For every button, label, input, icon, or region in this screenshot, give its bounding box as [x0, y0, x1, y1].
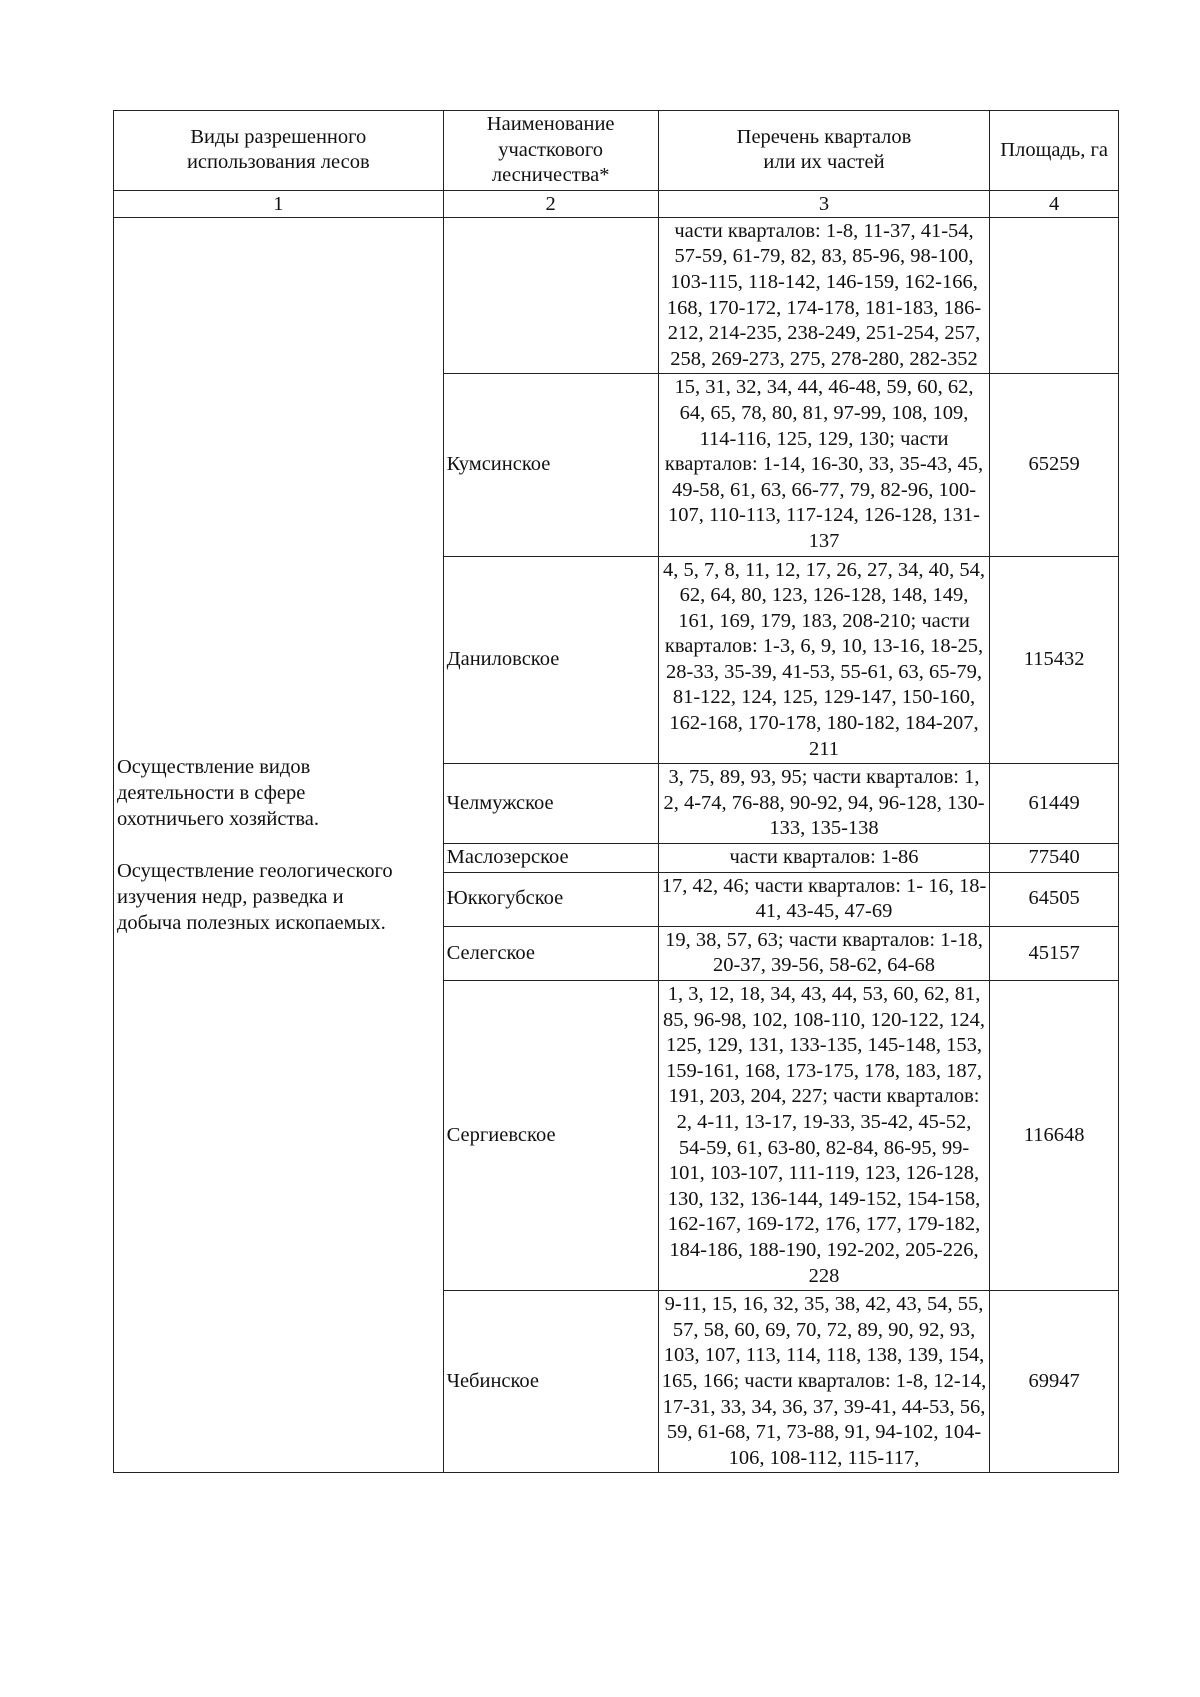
column-number: 3 — [658, 190, 990, 217]
quarters-cell: 4, 5, 7, 8, 11, 12, 17, 26, 27, 34, 40, 54, 62, 64, 80, 123, 126-128, 148, 149, 161, 169, 179, 183, 208-210; части кварталов: 1-3, 6, 9, 10, 13-16, 18-25, 28-33, 35-39, 41-53, 55-61, 63, 65-79, 81-122, 124, 125, 129-147, 150-160, 162-168, 170-178, 180-182, 184-207, 211 — [658, 556, 990, 764]
header-usage-type: Виды разрешенного использования лесов — [114, 111, 444, 191]
area-cell: 115432 — [990, 556, 1119, 764]
quarters-cell: 15, 31, 32, 34, 44, 46-48, 59, 60, 62, 64, 65, 78, 80, 81, 97-99, 108, 109, 114-116, 125, 129, 130; части кварталов: 1-14, 16-30, 33, 35-43, 45, 49-58, 61, 63, 66-77, 79, 82-96, 100-107, 110-113, 117-124, 126-128, 131-137 — [658, 374, 990, 556]
quarters-cell: 1, 3, 12, 18, 34, 43, 44, 53, 60, 62, 81, 85, 96-98, 102, 108-110, 120-122, 124, 125, 129, 131, 133-135, 145-148, 153, 159-161, 168, 173-175, 178, 183, 187, 191, 203, 204, 227; части кварталов: 2, 4-11, 13-17, 19-33, 35-42, 45-52, 54-59, 61, 63-80, 82-84, 86-95, 99-101, 103-107, 111-119, 123, 126-128, 130, 132, 136-144, 149-152, 154-158, 162-167, 169-172, 176, 177, 179-182, 184-186, 188-190, 192-202, 205-226, 228 — [658, 981, 990, 1291]
forestry-name-cell: Юккогубское — [443, 872, 658, 926]
quarters-cell: части кварталов: 1-86 — [658, 844, 990, 873]
column-number: 2 — [443, 190, 658, 217]
header-forestry-name: Наименование участкового лесничества* — [443, 111, 658, 191]
forestry-name-cell — [443, 217, 658, 374]
area-cell: 77540 — [990, 844, 1119, 873]
forestry-name-cell: Чебинское — [443, 1291, 658, 1473]
forestry-name-cell: Маслозерское — [443, 844, 658, 873]
header-quarters-list: Перечень кварталов или их частей — [658, 111, 990, 191]
column-number-row — [114, 190, 1119, 217]
forestry-name-cell: Селегское — [443, 926, 658, 980]
quarters-cell: 19, 38, 57, 63; части кварталов: 1-18, 20-37, 39-56, 58-62, 64-68 — [658, 926, 990, 980]
document-page — [113, 110, 1119, 1473]
area-cell: 65259 — [990, 374, 1119, 556]
area-cell — [990, 217, 1119, 374]
area-cell: 116648 — [990, 981, 1119, 1291]
area-cell: 61449 — [990, 764, 1119, 844]
quarters-cell: части кварталов: 1-8, 11-37, 41-54, 57-59, 61-79, 82, 83, 85-96, 98-100, 103-115, 118-142, 146-159, 162-166, 168, 170-172, 174-178, 181-183, 186-212, 214-235, 238-249, 251-254, 257, 258, 269-273, 275, 278-280, 282-352 — [658, 217, 990, 374]
column-number: 1 — [114, 190, 444, 217]
table-row — [114, 217, 1119, 374]
quarters-cell: 17, 42, 46; части кварталов: 1- 16, 18-41, 43-45, 47-69 — [658, 872, 990, 926]
forestry-name-cell: Даниловское — [443, 556, 658, 764]
header-area: Площадь, га — [990, 111, 1119, 191]
area-cell: 69947 — [990, 1291, 1119, 1473]
forestry-name-cell: Кумсинское — [443, 374, 658, 556]
area-cell: 45157 — [990, 926, 1119, 980]
table-header-row — [114, 111, 1119, 191]
column-number: 4 — [990, 190, 1119, 217]
usage-type-cell: Осуществление видов деятельности в сфере охотничьего хозяйства. Осуществление геологического изучения недр, разведка и добыча полезных ископаемых. — [114, 217, 444, 1473]
area-cell: 64505 — [990, 872, 1119, 926]
forest-use-table — [113, 110, 1119, 1473]
quarters-cell: 9-11, 15, 16, 32, 35, 38, 42, 43, 54, 55, 57, 58, 60, 69, 70, 72, 89, 90, 92, 93, 103, 107, 113, 114, 118, 138, 139, 154, 165, 166; части кварталов: 1-8, 12-14, 17-31, 33, 34, 36, 37, 39-41, 44-53, 56, 59, 61-68, 71, 73-88, 91, 94-102, 104-106, 108-112, 115-117, — [658, 1291, 990, 1473]
quarters-cell: 3, 75, 89, 93, 95; части кварталов: 1, 2, 4-74, 76-88, 90-92, 94, 96-128, 130-133, 135-138 — [658, 764, 990, 844]
forestry-name-cell: Сергиевское — [443, 981, 658, 1291]
forestry-name-cell: Челмужское — [443, 764, 658, 844]
